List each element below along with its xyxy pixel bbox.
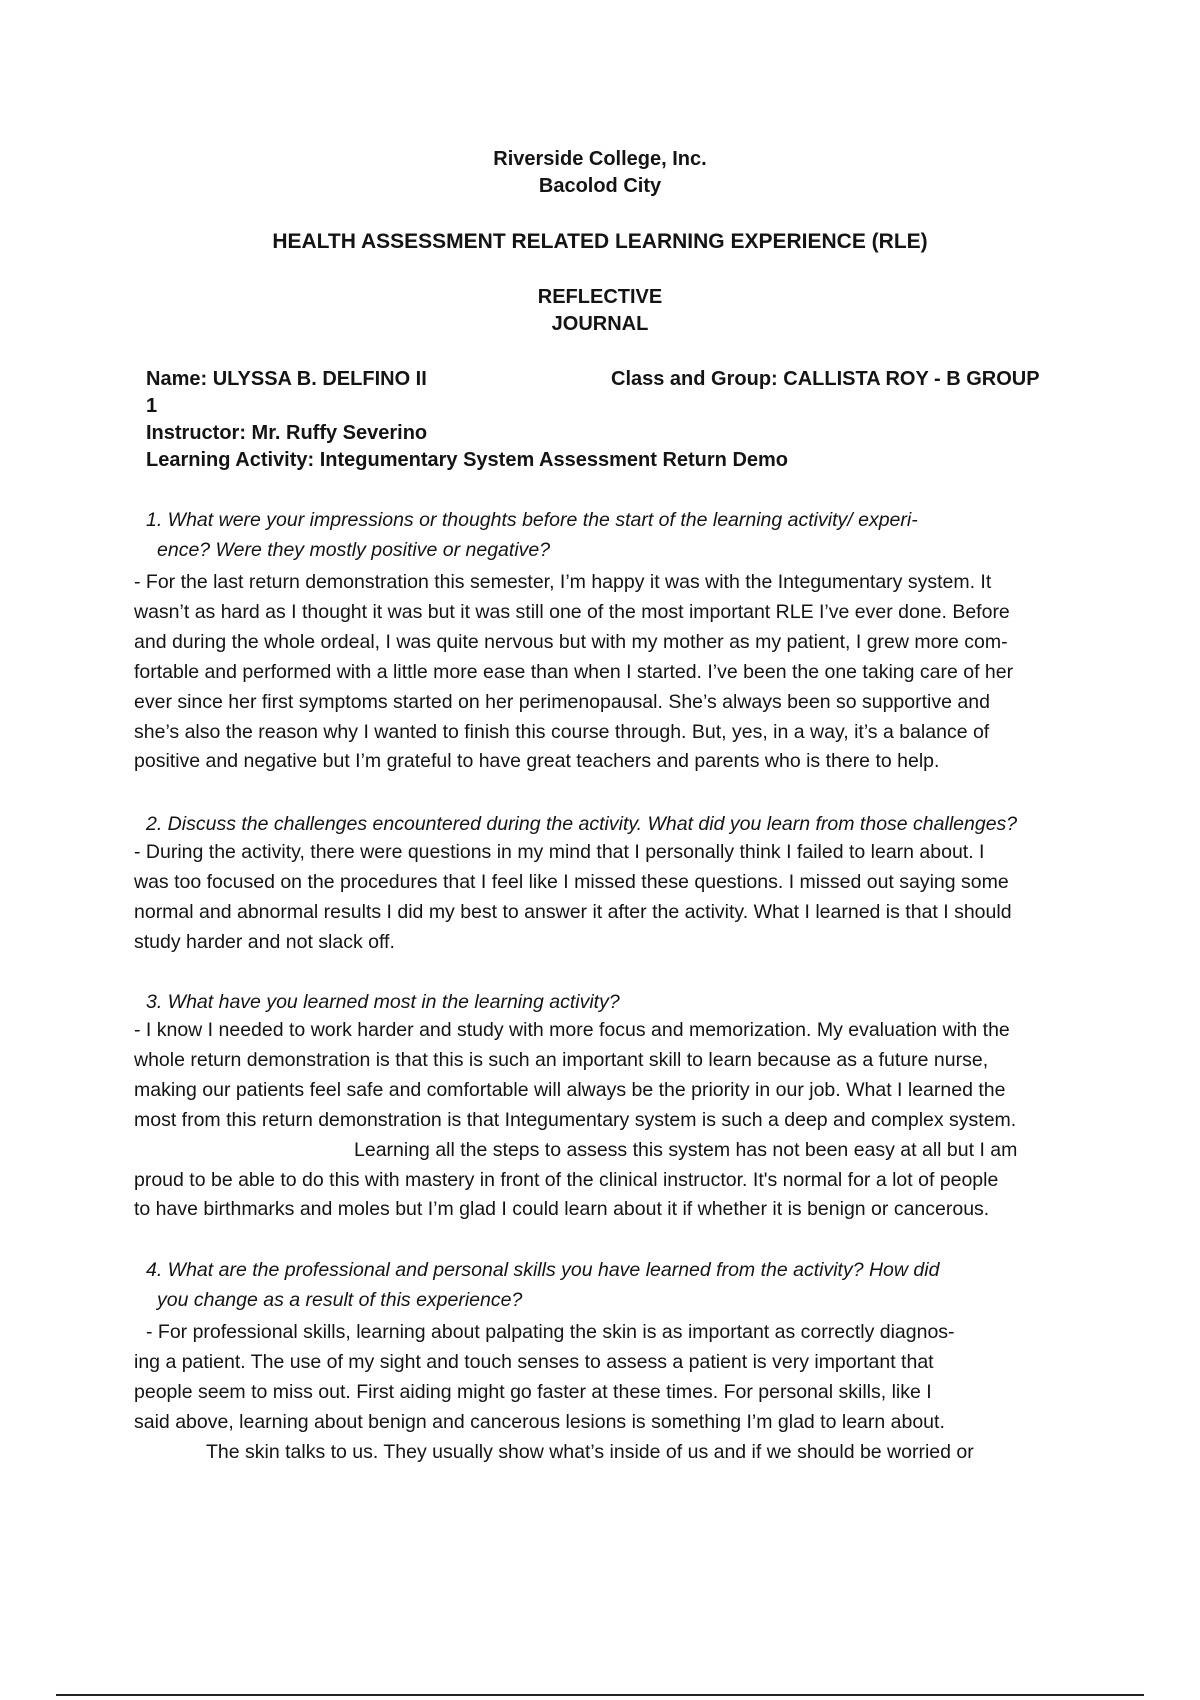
answer-line: - For the last return demonstration this semester, I’m happy it was with the Integumentary system. It <box>134 571 992 593</box>
answer-line: Learning all the steps to assess this system has not been easy at all but I am <box>354 1138 1018 1161</box>
answer-line: said above, learning about benign and cancerous lesions is something I’m glad to learn about. <box>134 1410 945 1433</box>
question-3 <box>146 987 620 1017</box>
footer-divider <box>56 1694 1144 1696</box>
class-group: Class and Group: CALLISTA ROY - B GROUP <box>611 368 1040 390</box>
question-4 <box>146 1255 939 1315</box>
journal-heading-line2: JOURNAL <box>551 313 649 335</box>
answer-line: people seem to miss out. First aiding might go faster at these times. For personal skills, like I <box>134 1380 932 1403</box>
school-city: Bacolod City <box>538 175 662 197</box>
student-name-line1: Name: ULYSSA B. DELFINO II <box>146 368 427 390</box>
answer-2 <box>134 838 1012 958</box>
answer-3 <box>134 1016 1017 1225</box>
answer-line: normal and abnormal results I did my best to answer it after the activity. What I learned is that I should <box>134 900 1012 923</box>
learning-activity: Learning Activity: Integumentary System Assessment Return Demo <box>146 449 789 471</box>
answer-line: she’s also the reason why I wanted to finish this course through. But, yes, in a way, it’s a balance of <box>134 720 990 743</box>
answer-line: ever since her first symptoms started on her perimenopausal. She’s always been so supportive and <box>134 690 990 713</box>
answer-line: was too focused on the procedures that I feel like I missed these questions. I missed out saying some <box>134 870 1009 893</box>
question-1 <box>146 505 918 565</box>
answer-line: wasn’t as hard as I thought it was but it was still one of the most important RLE I’ve ever done. Before <box>134 600 1010 623</box>
question-line: ence? Were they mostly positive or negative? <box>157 539 551 561</box>
student-name-line2: 1 <box>146 395 158 417</box>
answer-line: positive and negative but I’m grateful to have great teachers and parents who is there to help. <box>134 750 940 773</box>
answer-line: proud to be able to do this with mastery in front of the clinical instructor. It's normal for a lot of people <box>134 1168 999 1191</box>
question-line: 1. What were your impressions or thoughts before the start of the learning activity/ experi- <box>146 509 918 531</box>
school-header <box>0 146 1200 200</box>
journal-heading <box>0 284 1200 338</box>
answer-line: making our patients feel safe and comfortable will always be the priority in our job. What I learned the <box>134 1078 1006 1101</box>
answer-line: - During the activity, there were questions in my mind that I personally think I failed to learn about. I <box>134 841 985 863</box>
answer-line: whole return demonstration is that this is such an important skill to learn because as a future nurse, <box>134 1048 989 1071</box>
answer-1 <box>134 568 1013 777</box>
document-title: HEALTH ASSESSMENT RELATED LEARNING EXPERIENCE (RLE) <box>272 230 928 253</box>
journal-heading-line1: REFLECTIVE <box>537 286 663 308</box>
answer-line: The skin talks to us. They usually show what’s inside of us and if we should be worried or <box>206 1440 974 1463</box>
question-line: 2. Discuss the challenges encountered during the activity. What did you learn from those challenges? <box>146 813 1018 835</box>
answer-4 <box>134 1318 974 1468</box>
answer-line: most from this return demonstration is that Integumentary system is such a deep and complex system. <box>134 1108 1017 1131</box>
question-line: you change as a result of this experience? <box>157 1289 523 1311</box>
question-2 <box>146 809 1017 839</box>
answer-line: fortable and performed with a little more ease than when I started. I’ve been the one taking care of her <box>134 660 1014 683</box>
answer-line: ing a patient. The use of my sight and touch senses to assess a patient is very important that <box>134 1350 934 1373</box>
answer-line: and during the whole ordeal, I was quite nervous but with my mother as my patient, I grew more com- <box>134 630 1008 653</box>
answer-line: - For professional skills, learning about palpating the skin is as important as correctly diagnos- <box>146 1321 955 1343</box>
question-line: 3. What have you learned most in the learning activity? <box>146 991 620 1013</box>
instructor: Instructor: Mr. Ruffy Severino <box>146 422 428 444</box>
school-name: Riverside College, Inc. <box>493 148 707 170</box>
student-name <box>146 366 427 420</box>
answer-line: study harder and not slack off. <box>134 930 395 953</box>
answer-line: to have birthmarks and moles but I’m glad I could learn about it if whether it is benign or cancerous. <box>134 1198 990 1221</box>
answer-line: - I know I needed to work harder and study with more focus and memorization. My evaluation with the <box>134 1019 1010 1041</box>
question-line: 4. What are the professional and personal skills you have learned from the activity? How did <box>146 1259 940 1281</box>
